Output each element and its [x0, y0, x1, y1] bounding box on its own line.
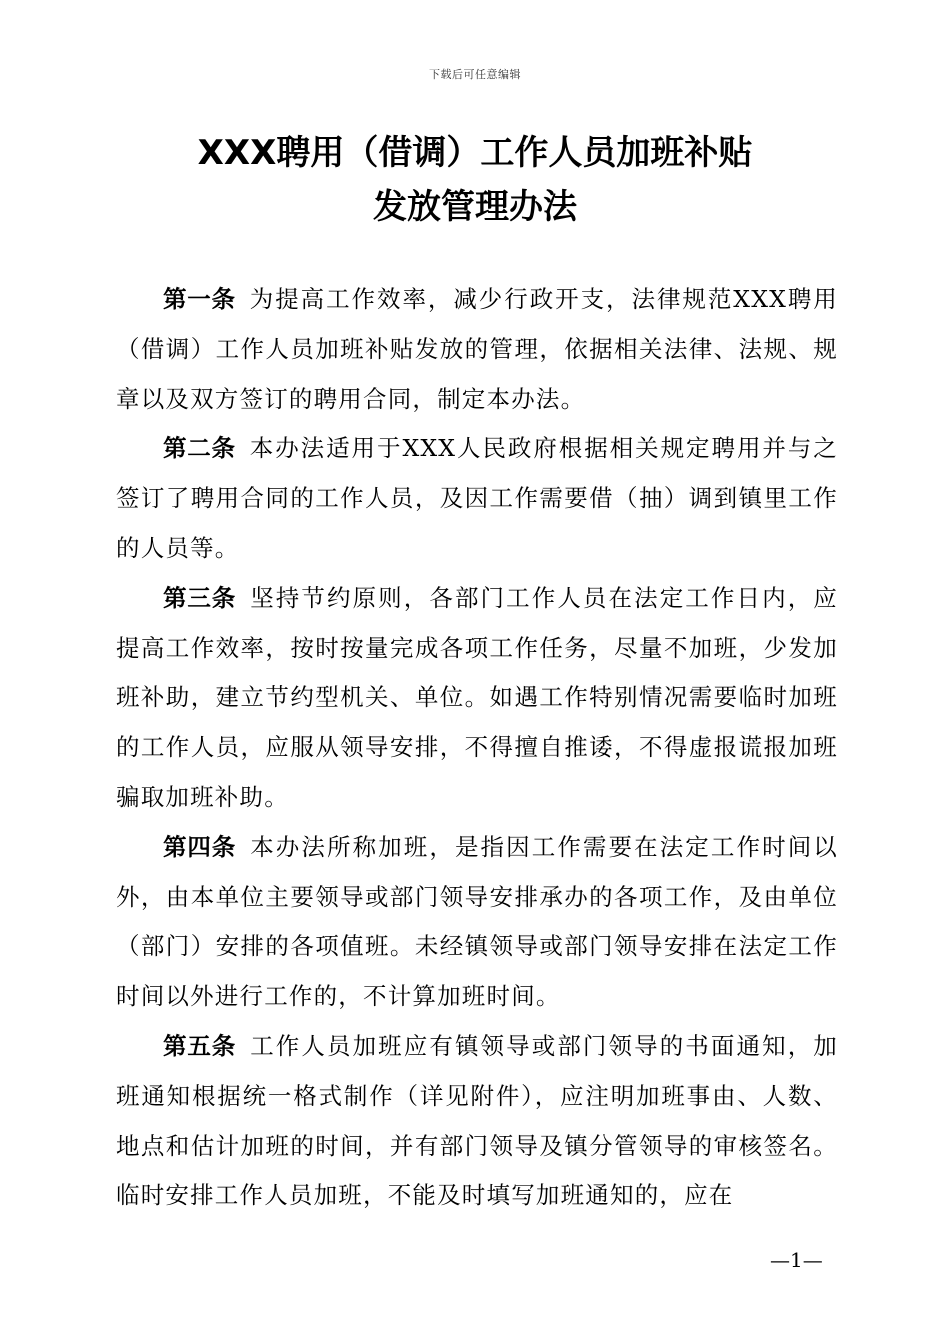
title-line-1: XXX聘用（借调）工作人员加班补贴 [197, 133, 753, 173]
article-text: 坚持节约原则，各部门工作人员在法定工作日内，应提高工作效率，按时按量完成各项工作任务，尽量不加班，少发加班补助，建立节约型机关、单位。如遇工作特别情况需要临时加班的工作人员，应服从领导安排，不得擅自推诿，不得虚报谎报加班骗取加班补助。 [116, 583, 838, 811]
article-text: 工作人员加班应有镇领导或部门领导的书面通知，加班通知根据统一格式制作（详见附件），应注明加班事由、人数、地点和估计加班的时间，并有部门领导及镇分管领导的审核签名。临时安排工作人员加班，不能及时填写加班通知的，应在 [116, 1031, 838, 1210]
article-3 [116, 574, 838, 823]
article-1 [116, 275, 838, 424]
document-body [116, 275, 838, 1221]
article-label: 第三条 [163, 583, 237, 612]
article-4 [116, 823, 838, 1022]
document-title [0, 126, 950, 234]
article-2 [116, 424, 838, 573]
article-label: 第二条 [163, 434, 236, 463]
article-text: 本办法所称加班，是指因工作需要在法定工作时间以外，由本单位主要领导或部门领导安排承办的各项工作，及由单位（部门）安排的各项值班。未经镇领导或部门领导安排在法定工作时间以外进行工作的，不计算加班时间。 [116, 832, 838, 1011]
page-number: —1— [770, 1248, 823, 1272]
article-text: 本办法适用于XXX人民政府根据相关规定聘用并与之签订了聘用合同的工作人员，及因工作需要借（抽）调到镇里工作的人员等。 [116, 434, 838, 562]
article-label: 第五条 [163, 1031, 237, 1060]
header-note: 下载后可任意编辑 [429, 68, 521, 81]
title-line-2: 发放管理办法 [373, 187, 577, 227]
article-text: 为提高工作效率，减少行政开支，法律规范XXX聘用（借调）工作人员加班补贴发放的管理，依据相关法律、法规、规章以及双方签订的聘用合同，制定本办法。 [116, 285, 838, 413]
article-5 [116, 1022, 838, 1221]
article-label: 第四条 [163, 832, 237, 861]
article-label: 第一条 [163, 285, 236, 313]
